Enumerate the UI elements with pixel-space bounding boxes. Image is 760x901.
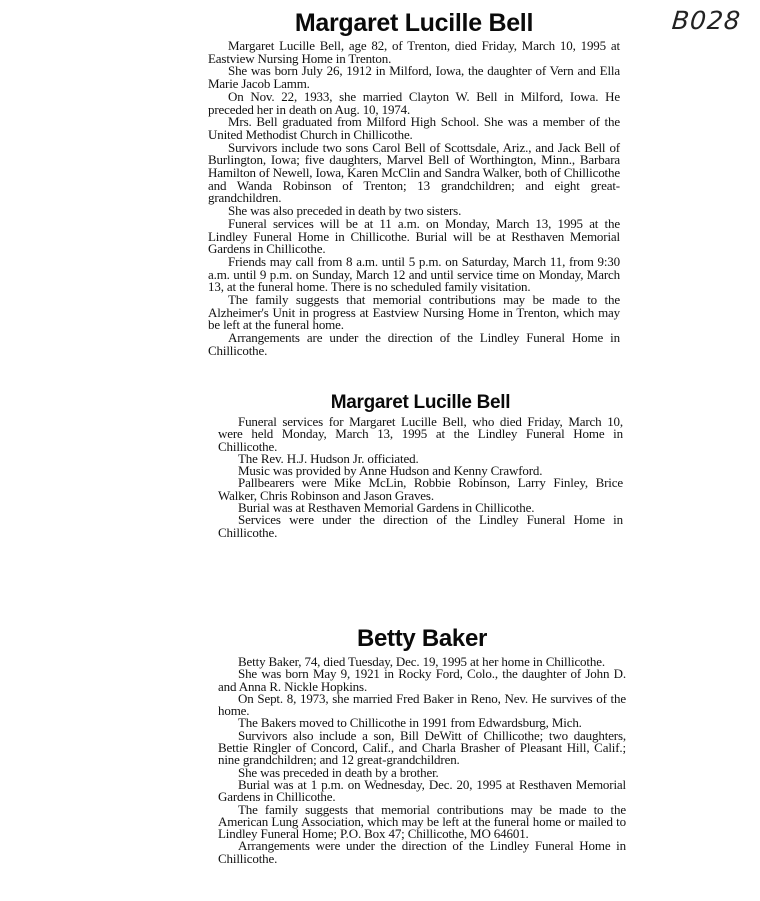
article-paragraph: Services were under the direction of the Lindley Funeral Home in Chillicothe. [218, 512, 623, 540]
article-paragraph: Arrangements were under the direction of the Lindley Funeral Home in Chillicothe. [218, 838, 626, 866]
article-paragraph: She was born July 26, 1912 in Milford, Iowa, the daughter of Vern and Ella Marie Jacob Lamm. [208, 63, 620, 92]
article-paragraph: Friends may call from 8 a.m. until 5 p.m. on Saturday, March 11, from 9:30 a.m. until 9 p.m. on Sunday, March 12 and until service time on Monday, March 13, at the funeral home. There is no scheduled family visitation. [208, 253, 620, 295]
obituary-betty-baker [218, 623, 626, 865]
funeral-notice-margaret-bell [218, 391, 623, 539]
article-paragraph: Funeral services for Margaret Lucille Bell, who died Friday, March 10, were held Monday, March 13, 1995 at the Lindley Funeral Home in Chillicothe. [218, 414, 623, 454]
article-title: Margaret Lucille Bell [330, 392, 511, 413]
article-paragraph: On Nov. 22, 1933, she married Clayton W. Bell in Milford, Iowa. He preceded her in death on Aug. 10, 1974. [208, 88, 620, 117]
article-paragraph: Arrangements are under the direction of the Lindley Funeral Home in Chillicothe. [208, 330, 620, 358]
article-paragraph: She was born May 9, 1921 in Rocky Ford, Colo., the daughter of John D. and Anna R. Nickle Hopkins. [218, 666, 626, 694]
handwritten-marking: B028 [670, 6, 743, 35]
article-title: Betty Baker [356, 625, 488, 652]
article-paragraph: Pallbearers were Mike McLin, Robbie Robinson, Larry Finley, Brice Walker, Chris Robinson and Jason Graves. [218, 475, 623, 503]
article-paragraph: The Rev. H.J. Hudson Jr. officiated. [238, 450, 419, 466]
article-paragraph: On Sept. 8, 1973, she married Fred Baker in Reno, Nev. He survives of the home. [218, 690, 626, 719]
article-body [218, 416, 623, 539]
article-paragraph: Burial was at 1 p.m. on Wednesday, Dec. 20, 1995 at Resthaven Memorial Gardens in Chillicothe. [218, 776, 626, 805]
article-paragraph: The family suggests that memorial contributions may be made to the Alzheimer's Unit in progress at Eastview Nursing Home in Trenton, which may be left at the funeral home. [208, 292, 620, 333]
article-paragraph: Survivors include two sons Carol Bell of Scottsdale, Ariz., and Jack Bell of Burlington, Iowa; five daughters, Marvel Bell of Worthington, Minn., Barbara Hamilton of Newell, Iowa, Karen McClin and Sandra Walker, both of Chillicothe and Wanda Robinson of Trenton; 13 grandchildren; and eight great-grandchildren. [208, 139, 620, 206]
article-paragraph: Mrs. Bell graduated from Milford High School. She was a member of the United Methodist Church in Chillicothe. [208, 114, 620, 142]
article-paragraph: The family suggests that memorial contributions may be made to the American Lung Association, which may be left at the funeral home or mailed to Lindley Funeral Home; P.O. Box 47; Chillicothe, MO 64601. [218, 801, 626, 842]
article-paragraph: Burial was at Resthaven Memorial Gardens in Chillicothe. [238, 500, 535, 516]
article-body [218, 656, 626, 865]
article-body [208, 40, 620, 358]
article-paragraph: Survivors also include a son, Bill DeWitt of Chillicothe; two daughters, Bettie Ringler of Concord, Calif., and Charla Brasher of Pleasant Hill, Calif.; nine grandchildren; and 12 great-grandchildren. [218, 727, 626, 768]
article-paragraph: The Bakers moved to Chillicothe in 1991 from Edwardsburg, Mich. [238, 715, 582, 731]
article-paragraph: Funeral services will be at 11 a.m. on Monday, March 13, 1995 at the Lindley Funeral Home in Chillicothe. Burial will be at Resthaven Memorial Gardens in Chillicothe. [208, 215, 620, 257]
obituary-margaret-bell [208, 8, 620, 358]
article-title: Margaret Lucille Bell [294, 9, 534, 37]
article-paragraph: Betty Baker, 74, died Tuesday, Dec. 19, 1995 at her home in Chillicothe. [238, 654, 605, 669]
article-paragraph: She was also preceded in death by two sisters. [228, 203, 462, 219]
article-paragraph: Music was provided by Anne Hudson and Kenny Crawford. [238, 463, 543, 479]
article-paragraph: She was preceded in death by a brother. [238, 764, 439, 780]
article-paragraph: Margaret Lucille Bell, age 82, of Trenton, died Friday, March 10, 1995 at Eastview Nursing Home in Trenton. [208, 38, 620, 66]
